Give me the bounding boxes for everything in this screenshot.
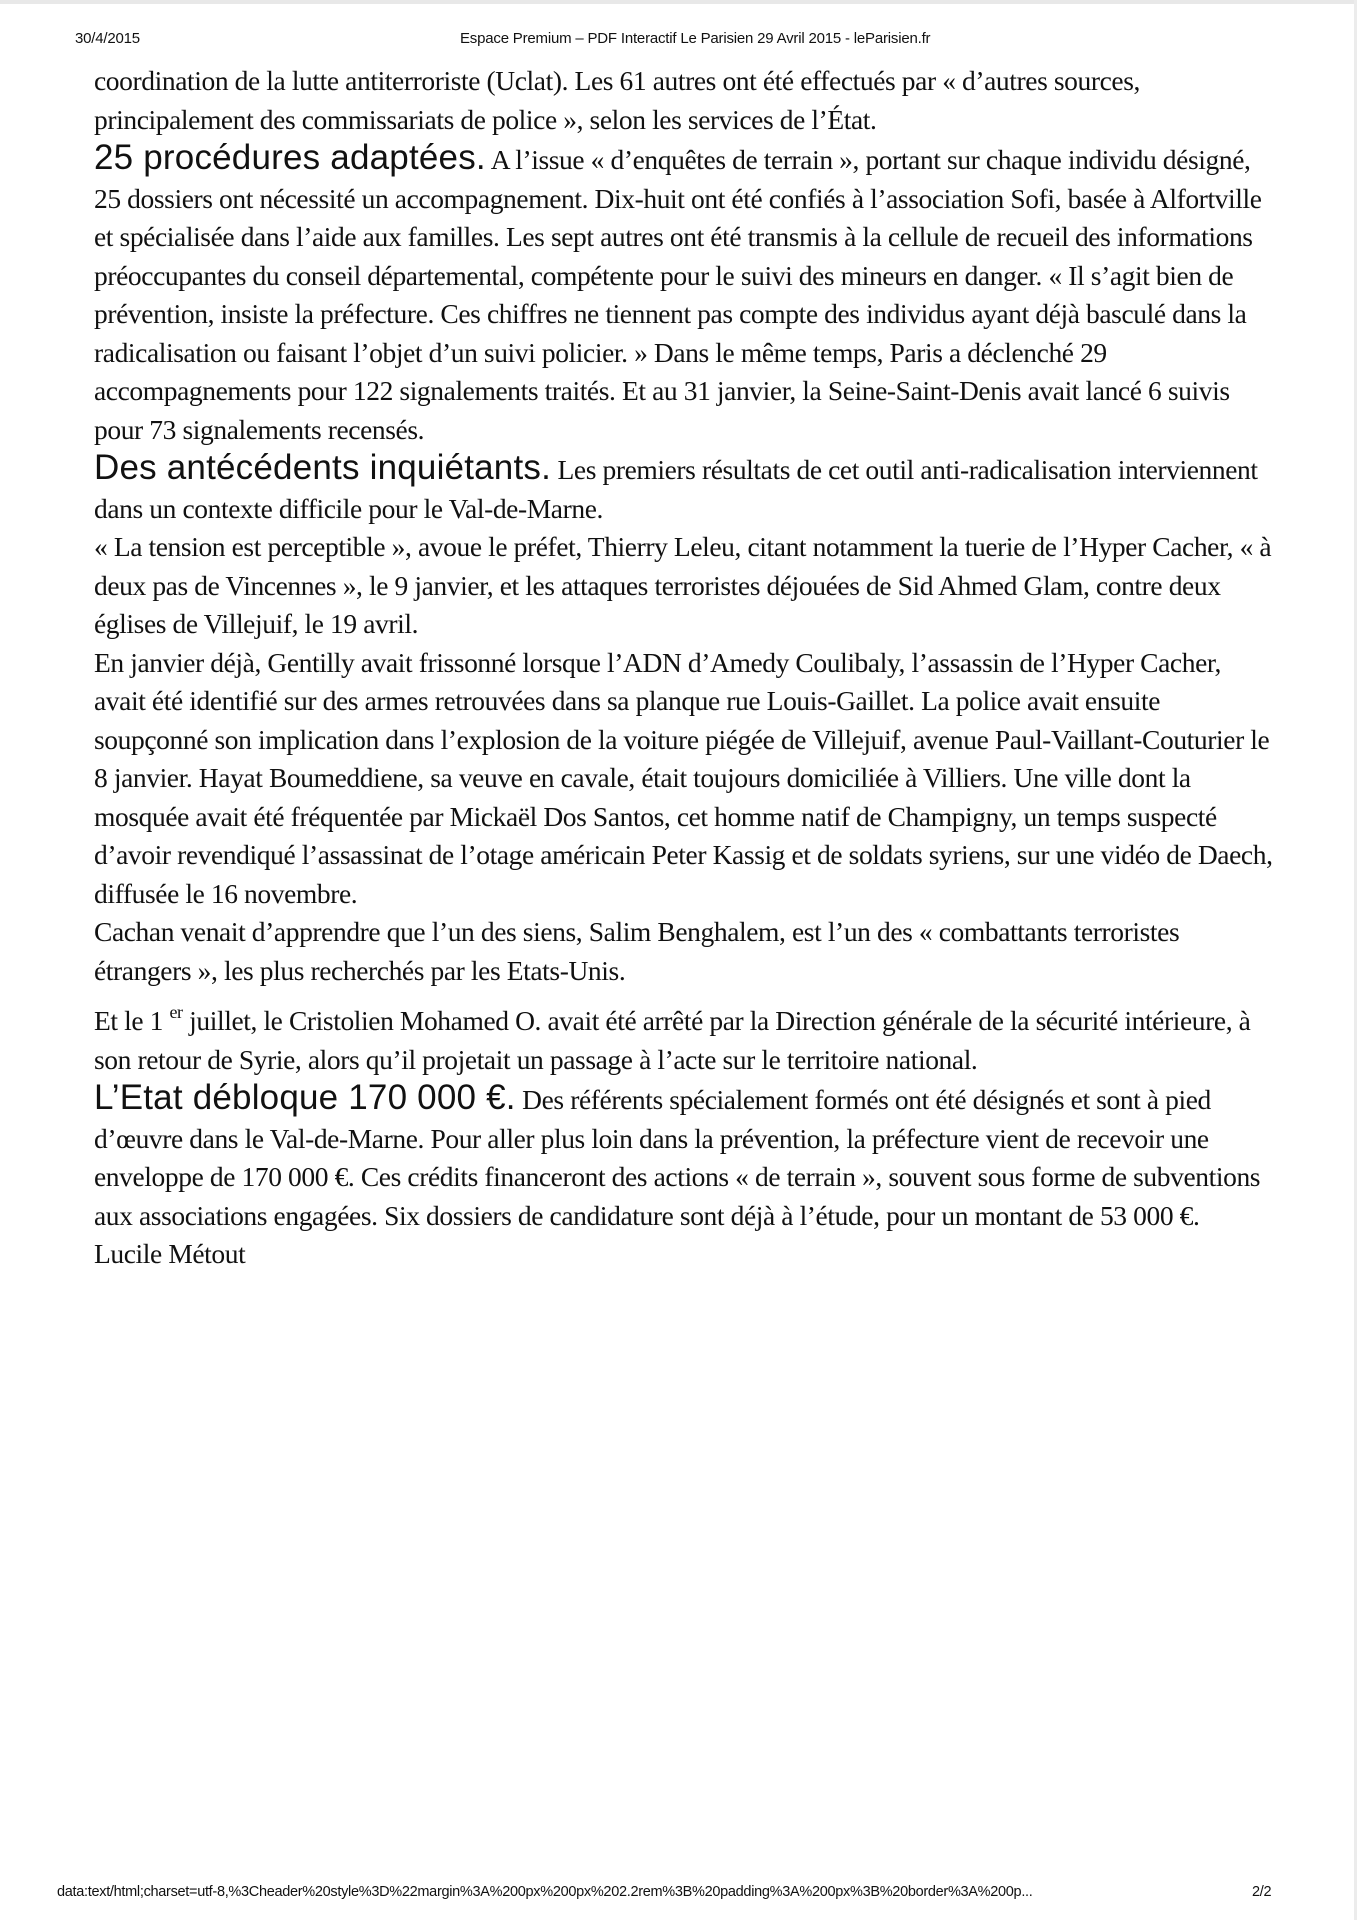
cristolien-paragraph <box>94 1002 1274 1079</box>
print-page-title: Espace Premium – PDF Interactif Le Parisien 29 Avril 2015 - leParisien.fr <box>460 30 931 47</box>
print-date: 30/4/2015 <box>75 30 140 47</box>
section-procedures-paragraph <box>94 139 1274 449</box>
section-antecedents-text: Les premiers résultats de cet outil anti-radicalisation interviennent dans un contexte difficile pour le Val-de-Marne. <box>94 454 1258 524</box>
author-byline: Lucile Métout <box>94 1238 246 1269</box>
prefect-quote-paragraph: « La tension est perceptible », avoue le préfet, Thierry Leleu, citant notamment la tuerie de l’Hyper Cacher, « à deux pas de Vincennes », le 9 janvier, et les attaques terroristes déjouées de Sid Ahmed Glam, contre deux églises de Villejuif, le 19 avril. <box>94 531 1272 639</box>
ordinal-superscript: er <box>169 1002 183 1022</box>
page-top-edge <box>0 0 1357 4</box>
print-header <box>75 30 1315 50</box>
section-funding-paragraph <box>94 1079 1274 1235</box>
section-heading-funding: L’Etat débloque 170 000 €. <box>94 1078 516 1117</box>
section-procedures-text: A l’issue « d’enquêtes de terrain », portant sur chaque individu désigné, 25 dossiers ont nécessité un accompagnement. Dix-huit ont été confiés à l’association Sofi, basée à Alfortville et spécialisée dans l’aide aux familles. Les sept autres ont été transmis à la cellule de recueil des informations préoccupantes du conseil départemental, compétente pour le suivi des mineurs en danger. « Il s’agit bien de prévention, insiste la préfecture. Ces chiffres ne tiennent pas compte des individus ayant déjà basculé dans la radicalisation ou faisant l’objet d’un suivi policier. » Dans le même temps, Paris a déclenché 29 accompagnements pour 122 signalements traités. Et au 31 janvier, la Seine-Saint-Denis avait lancé 6 suivis pour 73 signalements recensés. <box>94 144 1262 445</box>
section-heading-antecedents: Des antécédents inquiétants. <box>94 448 552 487</box>
section-funding-text: Des référents spécialement formés ont été désignés et sont à pied d’œuvre dans le Val-de-Marne. Pour aller plus loin dans la prévention, la préfecture vient de recevoir une enveloppe de 170 000 €. Ces crédits financeront des actions « de terrain », souvent sous forme de subventions aux associations engagées. Six dossiers de candidature sont déjà à l’étude, pour un montant de 53 000 €. <box>94 1084 1261 1231</box>
gentilly-paragraph: En janvier déjà, Gentilly avait frissonné lorsque l’ADN d’Amedy Coulibaly, l’assassin de l’Hyper Cacher, avait été identifié sur des armes retrouvées dans sa planque rue Louis-Gaillet. La police avait ensuite soupçonné son implication dans l’explosion de la voiture piégée de Villejuif, avenue Paul-Vaillant-Couturier le 8 janvier. Hayat Boumeddiene, sa veuve en cavale, était toujours domiciliée à Villiers. Une ville dont la mosquée avait été fréquentée par Mickaël Dos Santos, cet homme natif de Champigny, un temps suspecté d’avoir revendiqué l’assassinat de l’otage américain Peter Kassig et de soldats syriens, sur une vidéo de Daech, diffusée le 16 novembre. <box>94 646 1273 909</box>
print-footer <box>57 1884 1287 1904</box>
section-heading-procedures: 25 procédures adaptées. <box>94 138 486 177</box>
cristolien-text-end: juillet, le Cristolien Mohamed O. avait été arrêté par la Direction générale de la sécurité intérieure, à son retour de Syrie, alors qu’il projetait un passage à l’acte sur le territoire national. <box>94 1005 1251 1075</box>
article-intro-paragraph: coordination de la lutte antiterroriste (Uclat). Les 61 autres ont été effectués par « d’autres sources, principalement des commissariats de police », selon les services de l’État. <box>94 65 1141 135</box>
page-number: 2/2 <box>1252 1884 1272 1900</box>
print-url: data:text/html;charset=utf-8,%3Cheader%20style%3D%22margin%3A%200px%200px%202.2rem%3B%20padding%3A%200px%3B%20border%3A%200p... <box>57 1884 1033 1900</box>
article-body <box>94 62 1274 1274</box>
cachan-paragraph: Cachan venait d’apprendre que l’un des siens, Salim Benghalem, est l’un des « combattants terroristes étrangers », les plus recherchés par les Etats-Unis. <box>94 916 1180 986</box>
section-antecedents-paragraph <box>94 449 1274 528</box>
cristolien-text-start: Et le 1 <box>94 1005 170 1036</box>
